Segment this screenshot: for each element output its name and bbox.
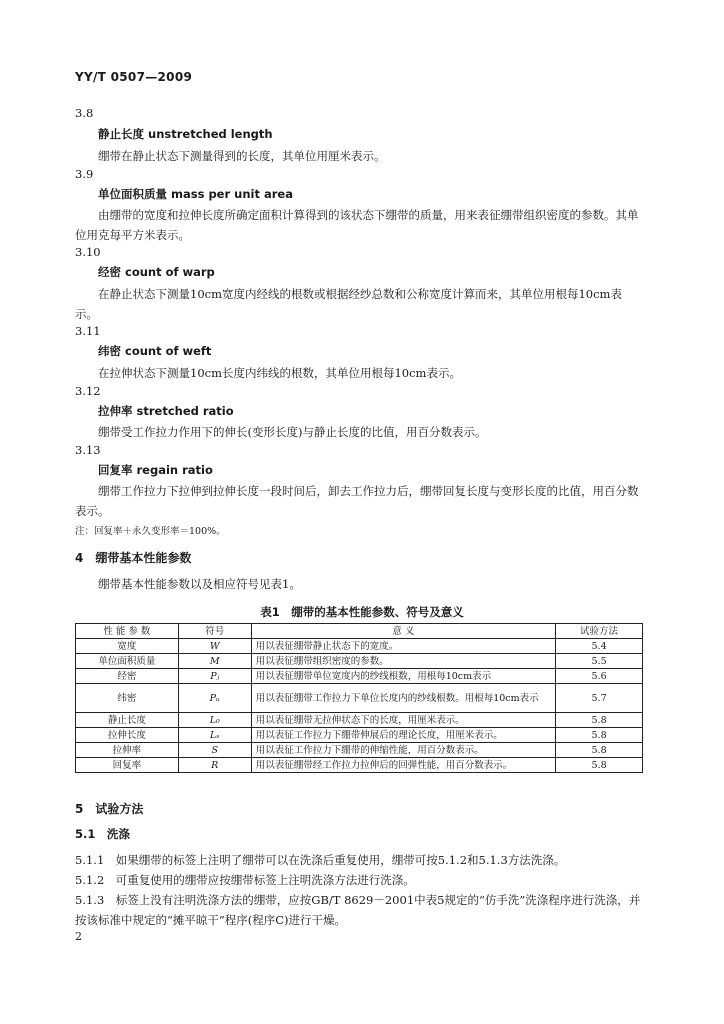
table-row bbox=[76, 743, 643, 758]
definition-term: 静止长度 unstretched length bbox=[98, 127, 273, 141]
method-cell: 5.8 bbox=[556, 743, 643, 758]
method-cell: 5.8 bbox=[556, 758, 643, 773]
definition-term: 回复率 regain ratio bbox=[98, 463, 213, 477]
table-row bbox=[76, 639, 643, 654]
section-intro-line: 绷带基本性能参数以及相应符号见表1。 bbox=[98, 577, 301, 591]
definition-term: 经密 count of warp bbox=[98, 265, 215, 279]
definition-number: 3.9 bbox=[75, 167, 94, 181]
definition-text-line: 在拉伸状态下测量10cm长度内纬线的根数，其单位用根每10cm表示。 bbox=[98, 366, 461, 380]
meaning-cell: 用以表征绷带工作拉力下单位长度内的纱线根数。用根每10cm表示 bbox=[251, 684, 555, 713]
definition-number: 3.13 bbox=[75, 443, 101, 457]
clause bbox=[75, 870, 643, 890]
table-header-cell: 符号 bbox=[178, 624, 251, 639]
definition-text bbox=[75, 481, 643, 521]
definition-text bbox=[75, 146, 643, 166]
table-row bbox=[76, 669, 643, 684]
clause-text: 标签上没有注明洗涤方法的绷带，应按GB/T 8629－2001中表5规定的“仿手洗”洗涤程序进行洗涤，并按该标准中规定的“摊平晾干”程序(程序C)进行干燥。 bbox=[75, 893, 641, 927]
definition-number: 3.11 bbox=[75, 324, 101, 338]
table-row bbox=[76, 713, 643, 728]
method-cell: 5.5 bbox=[556, 654, 643, 669]
symbol-cell: Pᵤ bbox=[178, 684, 251, 713]
table-caption: 表1 绷带的基本性能参数、符号及意义 bbox=[260, 605, 464, 619]
table-row bbox=[76, 654, 643, 669]
method-cell: 5.8 bbox=[556, 713, 643, 728]
meaning-cell: 用以表征绷带静止状态下的宽度。 bbox=[251, 639, 555, 654]
definition-text-line: 绷带工作拉力下拉伸到拉伸长度一段时间后，卸去工作拉力后，绷带回复长度与变形长度的比值，用百分数表示。 bbox=[75, 484, 639, 518]
table-row bbox=[76, 758, 643, 773]
definition-text bbox=[75, 363, 643, 383]
table-header-row bbox=[76, 624, 643, 639]
definition-text-line: 在静止状态下测量10cm宽度内经线的根数或根据经纱总数和公称宽度计算而来，其单位用根每10cm表示。 bbox=[75, 287, 622, 321]
definition-term: 单位面积质量 mass per unit area bbox=[98, 187, 293, 201]
page-number: 2 bbox=[75, 930, 82, 943]
symbol-cell: S bbox=[178, 743, 251, 758]
definition-text-line: 绷带受工作拉力作用下的伸长(变形长度)与静止长度的比值，用百分数表示。 bbox=[98, 425, 487, 439]
definition-term: 拉伸率 stretched ratio bbox=[98, 404, 234, 418]
method-cell: 5.8 bbox=[556, 728, 643, 743]
table-header-cell: 试验方法 bbox=[556, 624, 643, 639]
standard-header: YY/T 0507—2009 bbox=[75, 70, 193, 84]
method-cell: 5.4 bbox=[556, 639, 643, 654]
note: 注：回复率＋永久变形率＝100%。 bbox=[75, 526, 226, 537]
definition-number: 3.8 bbox=[75, 106, 94, 120]
meaning-cell: 用以表征绷带无拉伸状态下的长度，用厘米表示。 bbox=[251, 713, 555, 728]
symbol-cell: W bbox=[178, 639, 251, 654]
param-cell: 宽度 bbox=[76, 639, 179, 654]
definition-text bbox=[75, 284, 643, 324]
param-cell: 回复率 bbox=[76, 758, 179, 773]
clause bbox=[75, 850, 643, 870]
table-header-cell: 性 能 参 数 bbox=[76, 624, 179, 639]
definition-text bbox=[75, 205, 643, 245]
definition-number: 3.10 bbox=[75, 245, 101, 259]
param-cell: 拉伸率 bbox=[76, 743, 179, 758]
param-cell: 拉伸长度 bbox=[76, 728, 179, 743]
meaning-cell: 用以表征工作拉力下绷带伸展后的理论长度，用厘米表示。 bbox=[251, 728, 555, 743]
clause-number: 5.1.1 bbox=[75, 853, 105, 867]
definition-text-line: 由绷带的宽度和拉伸长度所确定面积计算得到的该状态下绷带的质量，用来表征绷带组织密度的参数。其单位用克每平方米表示。 bbox=[75, 208, 639, 242]
definition-term: 纬密 count of weft bbox=[98, 344, 212, 358]
param-cell: 经密 bbox=[76, 669, 179, 684]
definition-text bbox=[75, 422, 643, 442]
table-row bbox=[76, 728, 643, 743]
meaning-cell: 用以表征绷带经工作拉力拉伸后的回弹性能，用百分数表示。 bbox=[251, 758, 555, 773]
symbol-cell: Lₛ bbox=[178, 728, 251, 743]
table-header-cell: 意 义 bbox=[251, 624, 555, 639]
param-cell: 单位面积质量 bbox=[76, 654, 179, 669]
definition-text-line: 绷带在静止状态下测量得到的长度，其单位用厘米表示。 bbox=[98, 149, 386, 163]
definition-number: 3.12 bbox=[75, 384, 101, 398]
clause-text: 如果绷带的标签上注明了绷带可以在洗涤后重复使用，绷带可按5.1.2和5.1.3方法洗涤。 bbox=[115, 853, 566, 867]
symbol-cell: R bbox=[178, 758, 251, 773]
clause-number: 5.1.2 bbox=[75, 873, 105, 887]
clause-number: 5.1.3 bbox=[75, 893, 105, 907]
param-cell: 静止长度 bbox=[76, 713, 179, 728]
section-heading: 5 试验方法 bbox=[75, 802, 144, 816]
subsection-heading: 5.1 洗涤 bbox=[75, 827, 130, 841]
symbol-cell: Pⱼ bbox=[178, 669, 251, 684]
symbol-cell: M bbox=[178, 654, 251, 669]
meaning-cell: 用以表征绷带单位宽度内的纱线根数，用根每10cm表示 bbox=[251, 669, 555, 684]
parameters-table bbox=[75, 623, 643, 773]
param-cell: 纬密 bbox=[76, 684, 179, 713]
table-row bbox=[76, 684, 643, 713]
method-cell: 5.6 bbox=[556, 669, 643, 684]
section-heading: 4 绷带基本性能参数 bbox=[75, 551, 192, 565]
meaning-cell: 用以表征工作拉力下绷带的伸缩性能，用百分数表示。 bbox=[251, 743, 555, 758]
method-cell: 5.7 bbox=[556, 684, 643, 713]
meaning-cell: 用以表征绷带组织密度的参数。 bbox=[251, 654, 555, 669]
symbol-cell: L₀ bbox=[178, 713, 251, 728]
section-intro bbox=[75, 574, 643, 594]
clause-text: 可重复使用的绷带应按绷带标签上注明洗涤方法进行洗涤。 bbox=[115, 873, 415, 887]
clause bbox=[75, 890, 643, 930]
